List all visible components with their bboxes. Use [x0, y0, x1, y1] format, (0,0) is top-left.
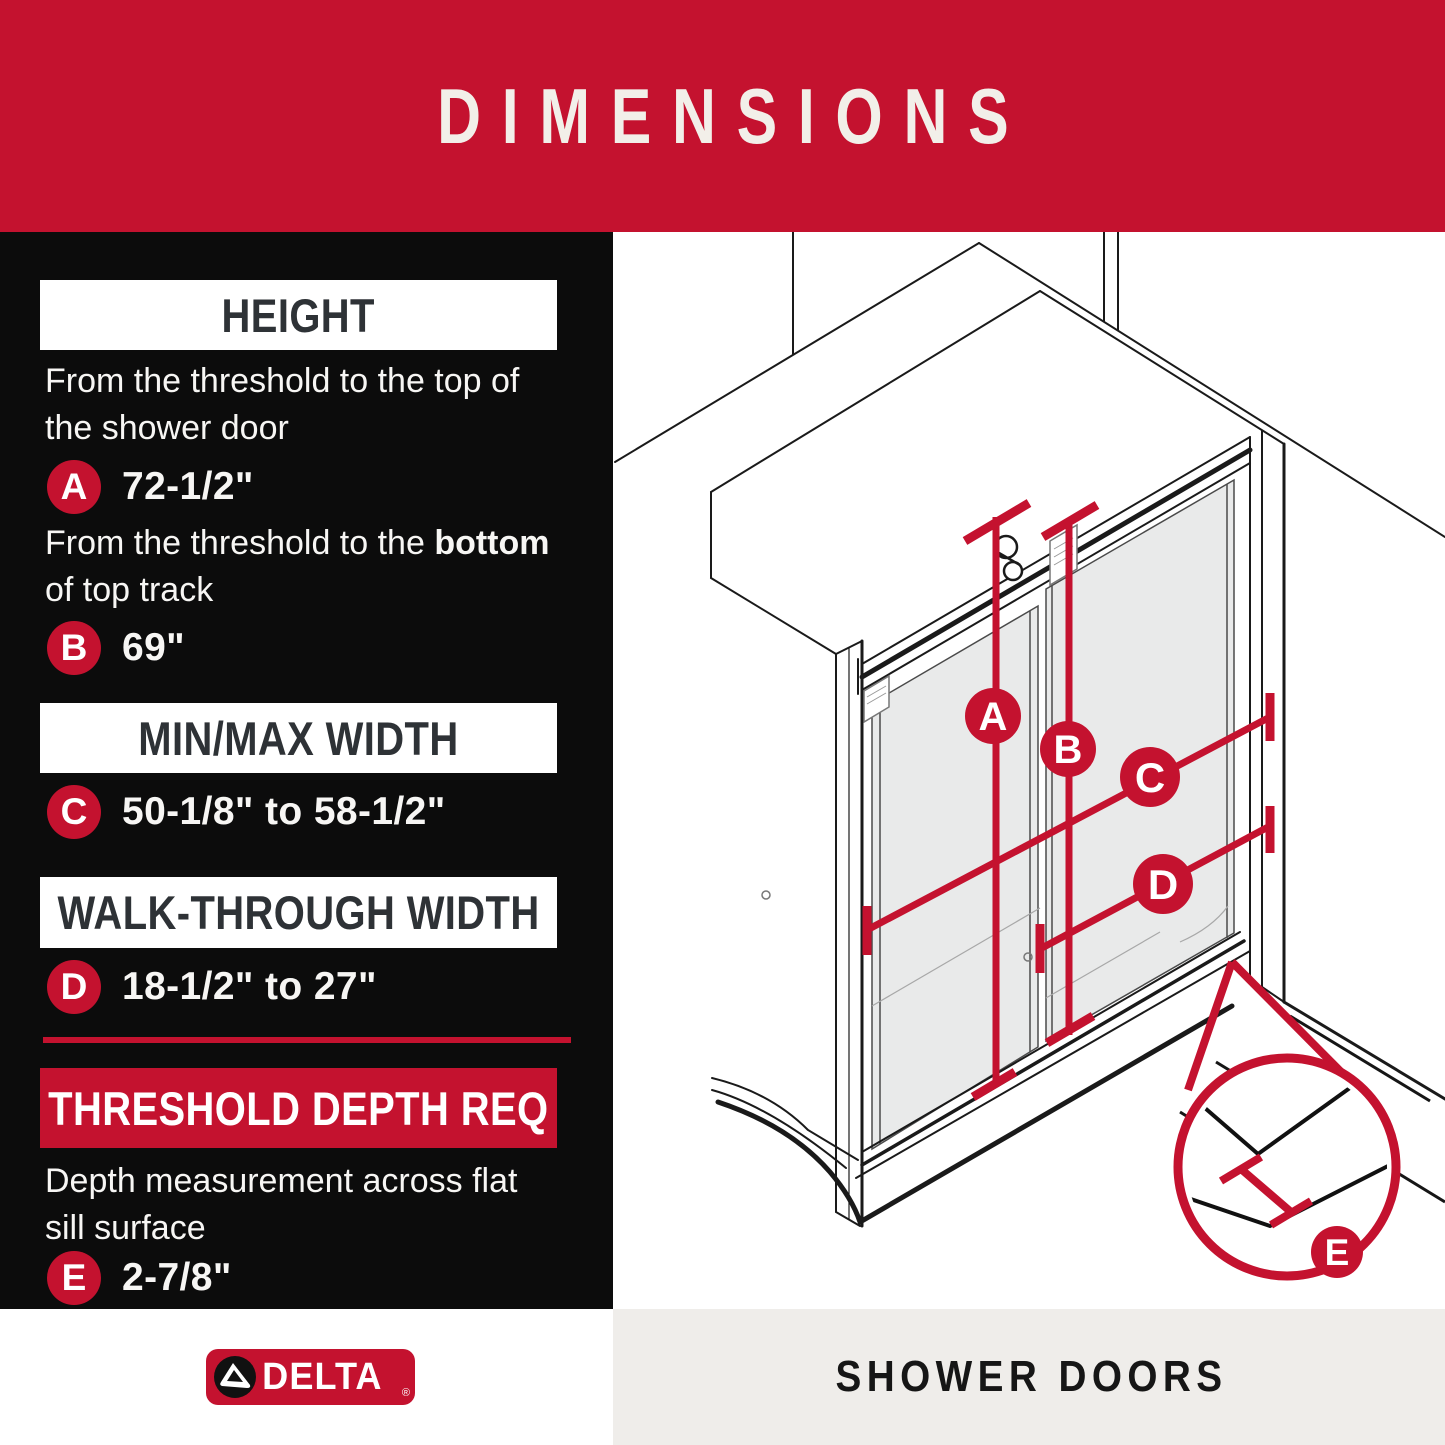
threshold-desc-text: Depth measurement across flat sill surface	[45, 1162, 518, 1247]
section-header-height-label: HEIGHT	[221, 288, 376, 342]
diagram-badge-e-letter: E	[1324, 1232, 1350, 1273]
dimension-row-d	[47, 960, 377, 1014]
top-banner	[0, 0, 1445, 232]
shower-door-drawing	[613, 232, 1445, 1309]
value-c: 50-1/8" to 58-1/2"	[122, 790, 446, 833]
height-desc-b-prefix: From the threshold to the	[45, 524, 435, 562]
diagram-badge-a-letter: A	[978, 695, 1008, 739]
height-desc-a	[45, 358, 550, 452]
section-header-walkthrough-label: WALK-THROUGH WIDTH	[57, 886, 540, 939]
dimension-row-a	[47, 460, 254, 514]
threshold-detail-callout	[1178, 962, 1396, 1278]
height-desc-b-bold: bottom	[434, 524, 550, 562]
dimension-row-e	[47, 1251, 232, 1305]
badge-d: D	[47, 960, 101, 1014]
badge-c: C	[47, 785, 101, 839]
delta-triangle-icon	[213, 1355, 257, 1399]
section-header-minmax-label: MIN/MAX WIDTH	[138, 711, 459, 765]
dimension-row-c	[47, 785, 446, 839]
registered-mark: ®	[401, 1387, 410, 1399]
diagram-badge-c-letter: C	[1134, 754, 1166, 801]
dimension-row-b	[47, 621, 185, 675]
value-e: 2-7/8"	[122, 1256, 232, 1299]
delta-wordmark: DELTA	[262, 1355, 383, 1398]
section-header-minmax	[40, 703, 557, 773]
badge-a: A	[47, 460, 101, 514]
height-desc-b	[45, 520, 550, 614]
footer-category-band	[613, 1309, 1445, 1445]
page-title: DIMENSIONS	[436, 71, 1029, 160]
height-desc-b-suffix: of top track	[45, 571, 214, 609]
specs-panel	[0, 232, 613, 1309]
threshold-desc	[45, 1158, 550, 1252]
diagram-badge-b-letter: B	[1053, 728, 1083, 772]
section-header-threshold	[40, 1068, 557, 1148]
diagram-badge-d-letter: D	[1147, 861, 1179, 908]
category-title: SHOWER DOORS	[835, 1352, 1228, 1401]
value-d: 18-1/2" to 27"	[122, 965, 377, 1008]
section-header-height	[40, 280, 557, 350]
sliding-door-glass	[872, 606, 1038, 1149]
value-b: 69"	[122, 626, 186, 669]
shower-diagram	[613, 232, 1445, 1309]
height-desc-a-text: From the threshold to the top of the shower door	[45, 362, 520, 447]
section-header-walkthrough	[40, 877, 557, 948]
delta-logo	[206, 1349, 415, 1405]
value-a: 72-1/2"	[122, 465, 254, 508]
red-divider	[43, 1037, 571, 1043]
badge-b: B	[47, 621, 101, 675]
section-header-threshold-label: THRESHOLD DEPTH REQ	[48, 1081, 549, 1135]
badge-e: E	[47, 1251, 101, 1305]
